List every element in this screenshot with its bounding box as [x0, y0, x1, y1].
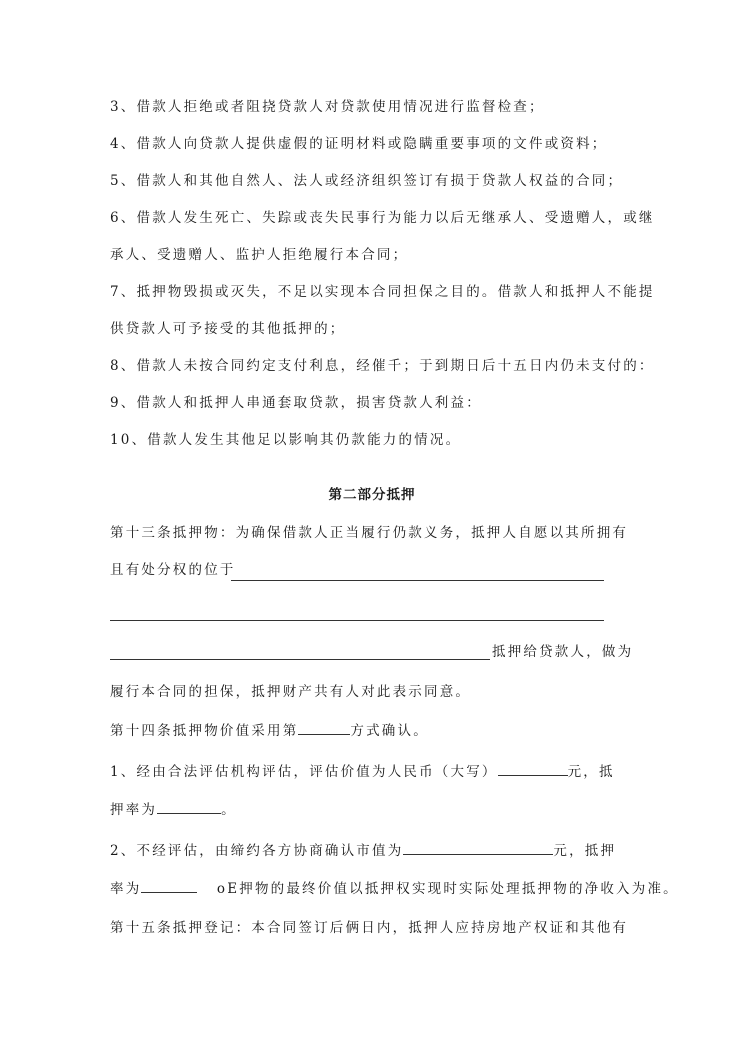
- mortgage-rate-blank-2[interactable]: [141, 878, 197, 893]
- clause-item-9: 9、借款人和抵押人串通套取贷款，损害贷款人利益：: [110, 395, 482, 411]
- option-1-line2: [110, 799, 237, 819]
- article-13-line1: 第十三条抵押物：为确保借款人正当履行仍款义务，抵押人自愿以其所拥有: [110, 525, 629, 541]
- option-1-prefix: 1、经由合法评估机构评估，评估价值为人民币（大写）: [110, 764, 498, 780]
- clause-item-7-line2: 供贷款人可予接受的其他抵押的；: [110, 321, 346, 337]
- location-blank-2[interactable]: [110, 620, 604, 621]
- mortgage-rate-blank-1[interactable]: [157, 799, 221, 814]
- article-14-suffix: 方式确认。: [350, 723, 429, 739]
- clause-item-7-line1: 7、抵押物毁损或灭失，不足以实现本合同担保之目的。借款人和抵押人不能提: [110, 284, 655, 300]
- article-13-line4-suffix: 抵押给贷款人，做为: [492, 644, 634, 660]
- article-13-line2: [110, 561, 236, 579]
- article-14-prefix: 第十四条抵押物价值采用第: [110, 723, 299, 739]
- section-heading: 第二部分抵押: [328, 487, 416, 503]
- clause-item-5: 5、借款人和其他自然人、法人或经济组织签订有损于贷款人权益的合同；: [110, 173, 624, 189]
- location-blank-1[interactable]: [231, 580, 604, 581]
- clause-item-8: 8、借款人未按合同约定支付利息，经催千；于到期日后十五日内仍未支付的：: [110, 358, 655, 374]
- article-13-line5: 履行本合同的担保，抵押财产共有人对此表示同意。: [110, 684, 472, 700]
- option-2-line1: [110, 840, 616, 860]
- option-1-line2-prefix: 押率为: [110, 802, 158, 818]
- article-14: [110, 720, 429, 740]
- option-2-line2-suffix: oE押物的最终价值以抵押权实现时实际处理抵押物的净收入为准。: [197, 881, 679, 897]
- option-2-suffix: 元，抵押: [553, 843, 617, 859]
- method-number-blank[interactable]: [298, 720, 350, 735]
- clause-item-4: 4、借款人向贷款人提供虚假的证明材料或隐瞒重要事项的文件或资料；: [110, 136, 608, 152]
- option-1-line1: [110, 761, 615, 781]
- clause-item-6-line2: 承人、受遗赠人、监护人拒绝履行本合同；: [110, 247, 409, 263]
- article-13-location-label: 且有处分权的位于: [110, 562, 236, 578]
- option-2-prefix: 2、不经评估，由缔约各方协商确认市值为: [110, 843, 404, 859]
- clause-item-10: 10、借款人发生其他足以影响其仍款能力的情况。: [110, 432, 462, 448]
- option-2-line2-prefix: 率为: [110, 881, 142, 897]
- appraised-value-blank[interactable]: [498, 761, 568, 776]
- option-2-line2: [110, 878, 679, 898]
- market-value-blank[interactable]: [403, 840, 553, 855]
- location-blank-3[interactable]: [110, 659, 490, 660]
- option-1-suffix: 元，抵: [567, 764, 615, 780]
- option-1-line2-suffix: 。: [221, 802, 237, 818]
- clause-item-3: 3、借款人拒绝或者阻挠贷款人对贷款使用情况进行监督检查；: [110, 99, 545, 115]
- clause-item-6-line1: 6、借款人发生死亡、失踪或丧失民事行为能力以后无继承人、受遗赠人，或继: [110, 210, 655, 226]
- article-15-line1: 第十五条抵押登记：本合同签订后俩日内，抵押人应持房地产权证和其他有: [110, 920, 629, 936]
